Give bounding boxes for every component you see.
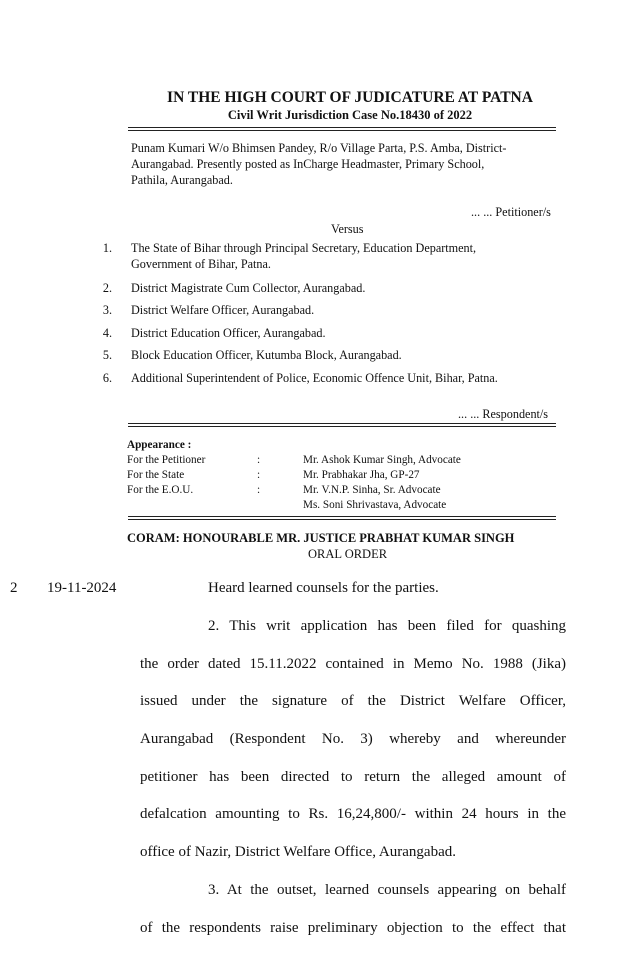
divider [128, 127, 556, 131]
respondent-number: 5. [102, 348, 112, 362]
respondent-number: 6. [102, 371, 112, 385]
paragraph-1: Heard learned counsels for the parties. [208, 580, 439, 596]
appearance-party: For the Petitioner [127, 454, 206, 466]
respondent-4: District Education Officer, Aurangabad. [131, 326, 326, 340]
order-number: 2 [10, 580, 18, 596]
appearance-separator: : [257, 484, 261, 496]
coram: CORAM: HONOURABLE MR. JUSTICE PRABHAT KUMAR SINGH [127, 531, 515, 545]
case-number: Civil Writ Jurisdiction Case No.18430 of 2022 [227, 108, 473, 122]
respondent-1-line-2: Government of Bihar, Patna. [131, 257, 271, 271]
respondent-number: 1. [102, 241, 112, 255]
appearance-counsel: Mr. Ashok Kumar Singh, Advocate [303, 454, 461, 466]
court-title: IN THE HIGH COURT OF JUDICATURE AT PATNA [167, 89, 533, 106]
paragraph-2-line: office of Nazir, District Welfare Office, Aurangabad. [140, 844, 456, 860]
divider [128, 516, 556, 520]
appearance-separator: : [257, 469, 261, 481]
paragraph-2-line: defalcation amounting to Rs. 16,24,800/- within 24 hours in the [140, 806, 566, 822]
order-type: ORAL ORDER [308, 547, 388, 561]
petitioner-line-3: Pathila, Aurangabad. [131, 173, 233, 187]
versus-label: Versus [331, 222, 364, 236]
respondent-number: 3. [102, 303, 112, 317]
petitioner-line-2: Aurangabad. Presently posted as InCharge Headmaster, Primary School, [131, 157, 485, 171]
respondent-3: District Welfare Officer, Aurangabad. [131, 303, 315, 317]
paragraph-3-line: of the respondents raise preliminary objection to the effect that [140, 920, 566, 936]
respondent-number: 2. [102, 281, 112, 295]
order-date: 19-11-2024 [47, 580, 117, 596]
respondent-2: District Magistrate Cum Collector, Aurangabad. [131, 281, 366, 295]
paragraph-3-line: 3. At the outset, learned counsels appearing on behalf [208, 882, 566, 898]
divider [128, 423, 556, 427]
respondent-5: Block Education Officer, Kutumba Block, Aurangabad. [131, 348, 402, 362]
appearance-counsel: Mr. V.N.P. Sinha, Sr. Advocate [303, 484, 441, 496]
respondent-number: 4. [102, 326, 112, 340]
appearance-counsel: Ms. Soni Shrivastava, Advocate [303, 499, 447, 511]
petitioner-role: ... ... Petitioner/s [471, 205, 551, 219]
appearance-party: For the State [127, 469, 185, 481]
paragraph-2-line: 2. This writ application has been filed for quashing [208, 618, 566, 634]
appearance-heading: Appearance : [127, 439, 192, 451]
petitioner-line-1: Punam Kumari W/o Bhimsen Pandey, R/o Village Parta, P.S. Amba, District- [131, 141, 507, 155]
appearance-separator: : [257, 454, 261, 466]
paragraph-2-line: petitioner has been directed to return the alleged amount of [140, 769, 566, 785]
respondent-1-line-1: The State of Bihar through Principal Secretary, Education Department, [131, 241, 477, 255]
respondent-role: ... ... Respondent/s [458, 407, 549, 421]
paragraph-2-line: issued under the signature of the District Welfare Officer, [140, 693, 566, 709]
paragraph-2-line: Aurangabad (Respondent No. 3) whereby and whereunder [140, 731, 566, 747]
appearance-party: For the E.O.U. [127, 484, 194, 496]
paragraph-2-line: the order dated 15.11.2022 contained in Memo No. 1988 (Jika) [140, 656, 566, 672]
appearance-counsel: Mr. Prabhakar Jha, GP-27 [303, 469, 420, 481]
respondent-6: Additional Superintendent of Police, Economic Offence Unit, Bihar, Patna. [131, 371, 498, 385]
